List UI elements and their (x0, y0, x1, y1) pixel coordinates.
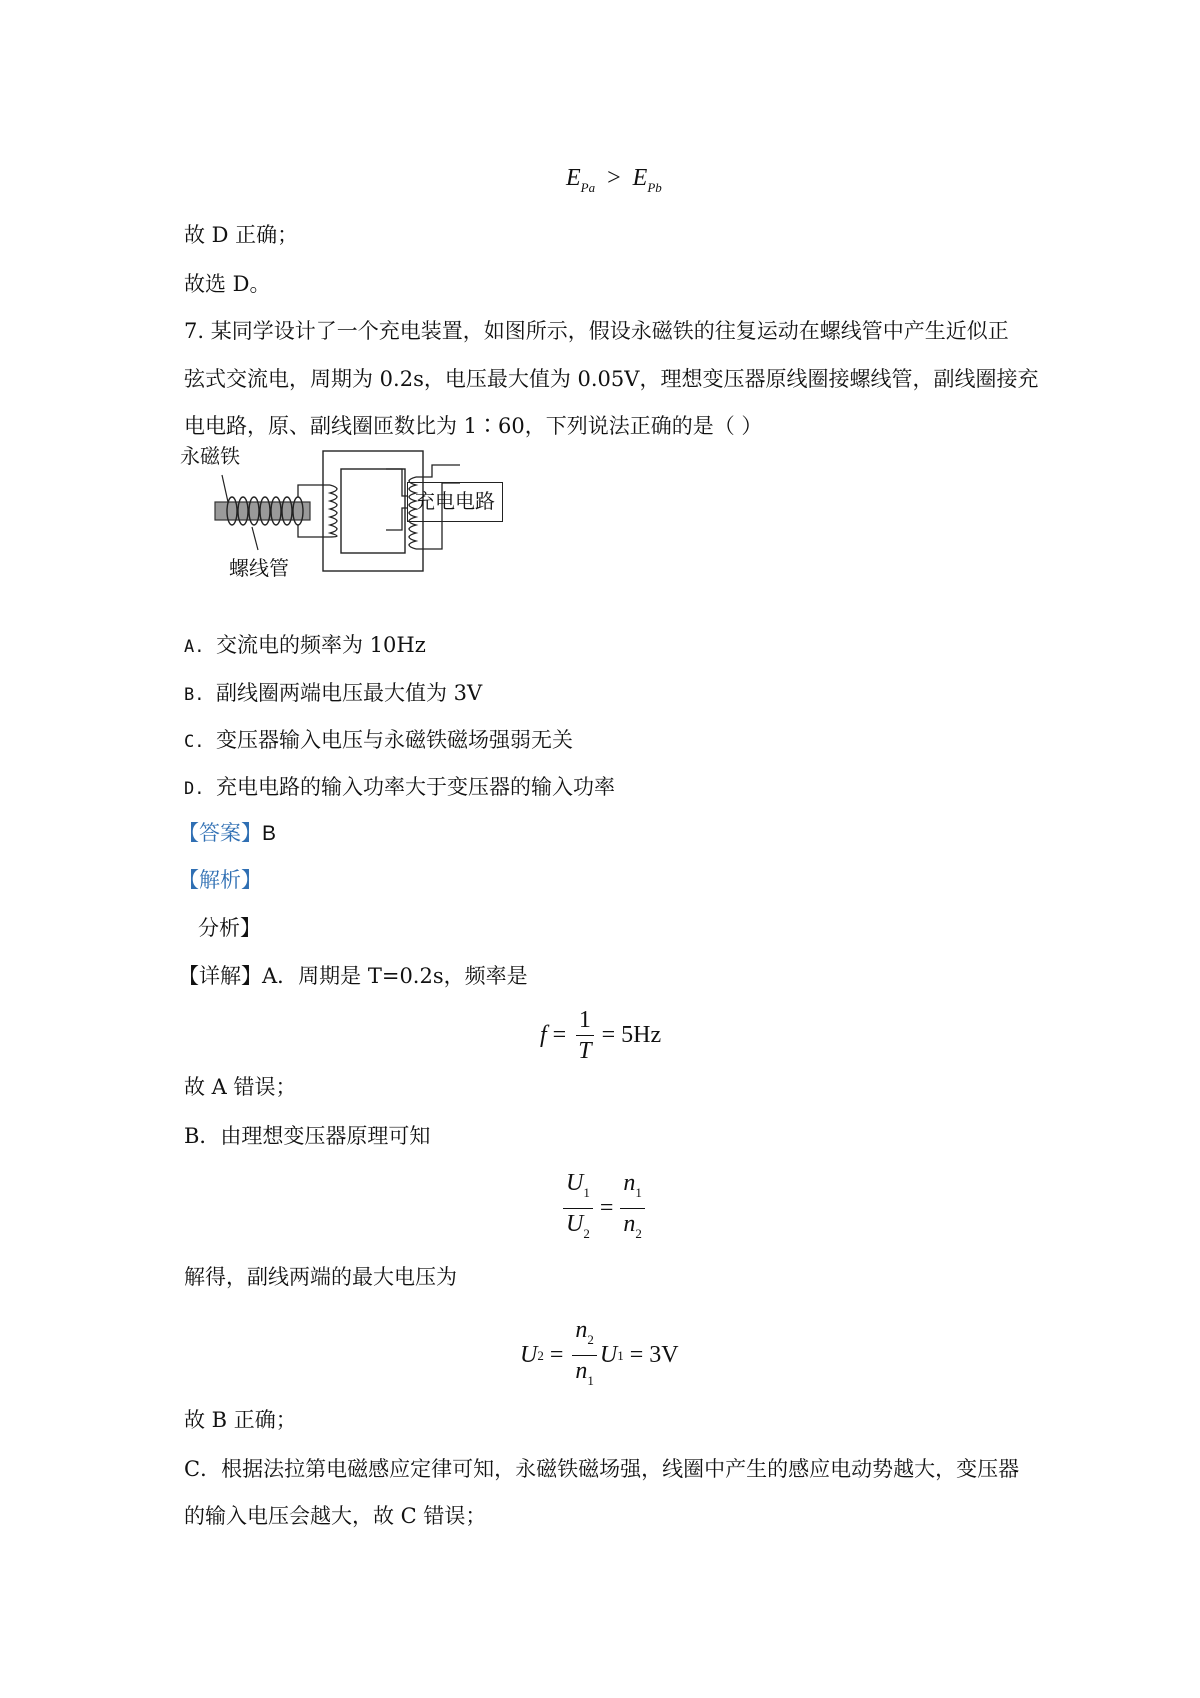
eq-subscript: 2 (587, 1332, 594, 1347)
eq-symbol: n (623, 1170, 636, 1196)
circuit-wires (330, 460, 420, 540)
eq-symbol: U (566, 1211, 584, 1237)
equation-secondary-voltage (520, 1317, 679, 1394)
eq-rhs: = 5Hz (601, 1022, 662, 1048)
eq-subscript: 1 (635, 1185, 642, 1200)
option-label: A. (184, 637, 205, 657)
option-c (184, 724, 573, 754)
eq-symbol: U (566, 1170, 584, 1196)
option-text: 副线圈两端电压最大值为 3V (216, 681, 483, 705)
eq-operator: > (607, 165, 621, 191)
fraction (563, 1170, 593, 1247)
solenoid-pointer (252, 527, 258, 550)
detail-line: B．由理想变压器原理可知 (184, 1124, 431, 1148)
eq-symbol: f (540, 1022, 547, 1048)
eq-subscript: Pb (647, 180, 662, 195)
eq-subscript: Pa (580, 180, 596, 195)
eq-subscript: 1 (583, 1185, 590, 1200)
eq-rhs: = 3V (629, 1342, 679, 1368)
equation-frequency (540, 1007, 661, 1064)
eq-operator: = (599, 1195, 614, 1221)
eq-subscript: 2 (635, 1226, 642, 1241)
wire (298, 525, 330, 537)
fraction (575, 1007, 594, 1064)
magnet-label: 永磁铁 (180, 444, 240, 468)
solenoid-label: 螺线管 (229, 556, 289, 580)
numerator: 1 (576, 1007, 594, 1036)
magnet-bar (215, 502, 310, 520)
fraction (572, 1317, 597, 1394)
detail-line: 故 B 正确； (184, 1408, 297, 1432)
eq-operator: = (552, 1022, 567, 1048)
question-line: 电电路，原、副线圈匝数比为 1∶60，下列说法正确的是（ ） (184, 414, 763, 438)
option-label: D. (184, 779, 205, 799)
detail-line: 【详解】A．周期是 T=0.2s，频率是 (178, 964, 528, 988)
denominator: T (578, 1038, 592, 1064)
answer-line (178, 818, 276, 849)
eq-subscript: 2 (583, 1226, 590, 1241)
text-line: 故选 D。 (184, 272, 271, 296)
option-label: C. (184, 732, 205, 752)
answer-value: B (262, 822, 277, 845)
wire (298, 485, 330, 497)
equation-turns-ratio (560, 1170, 648, 1247)
option-text: 交流电的频率为 10Hz (216, 633, 426, 657)
magnet-pointer (222, 475, 228, 502)
option-b (184, 677, 482, 707)
option-text: 变压器输入电压与永磁铁磁场强弱无关 (216, 728, 573, 752)
eq-symbol: n (623, 1211, 636, 1237)
eq-symbol: n (575, 1358, 588, 1384)
option-a (184, 629, 426, 659)
answer-tag: 【答案】 (178, 821, 262, 845)
detail-line: C．根据法拉第电磁感应定律可知，永磁铁磁场强，线圈中产生的感应电动势越大，变压器 (184, 1457, 1020, 1481)
eq-operator: = (549, 1342, 564, 1368)
question-line: 弦式交流电，周期为 0.2s，电压最大值为 0.05V，理想变压器原线圈接螺线管，副线圈接充 (184, 367, 1039, 391)
text-line: 故 D 正确； (184, 223, 299, 247)
fraction (620, 1170, 645, 1247)
eq-symbol: U (599, 1342, 618, 1368)
eq-subscript: 1 (587, 1373, 594, 1388)
detail-line: 故 A 错误； (184, 1075, 297, 1099)
question-line: 7. 某同学设计了一个充电装置，如图所示，假设永磁铁的往复运动在螺线管中产生近似正 (184, 319, 1009, 343)
analysis-sub: 分析】 (198, 916, 261, 940)
option-text: 充电电路的输入功率大于变压器的输入功率 (216, 775, 615, 799)
eq-symbol: E (566, 165, 581, 191)
charging-circuit-box: 充电电路 (407, 482, 503, 522)
detail-line: 解得，副线两端的最大电压为 (184, 1265, 457, 1289)
option-label: B. (184, 685, 205, 705)
eq-subscript: 2 (537, 1347, 544, 1363)
eq-symbol: U (520, 1342, 538, 1368)
equation-energy-compare (566, 165, 662, 196)
analysis-tag: 【解析】 (178, 868, 262, 892)
eq-symbol: n (575, 1317, 588, 1343)
eq-subscript: 1 (617, 1347, 624, 1363)
eq-symbol: E (632, 165, 648, 191)
detail-line: 的输入电压会越大，故 C 错误； (184, 1504, 487, 1528)
option-d (184, 771, 615, 801)
